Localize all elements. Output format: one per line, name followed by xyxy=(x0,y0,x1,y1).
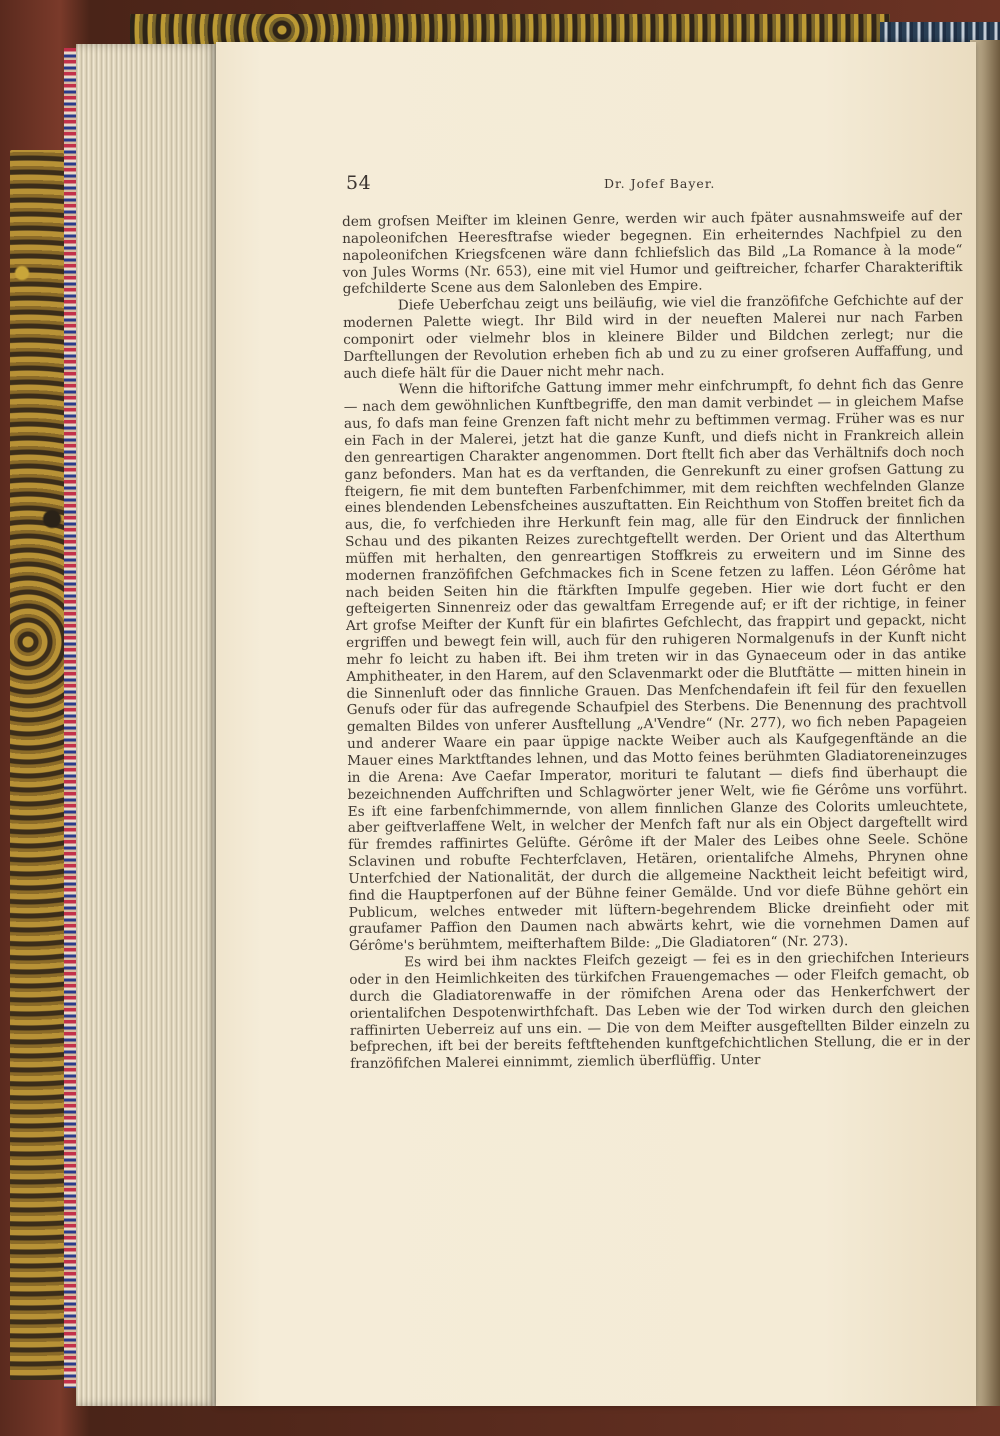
paragraph-1: dem grofsen Meifter im kleinen Genre, werden wir auch fpäter ausnahmsweife auf der napoleonifchen Heeresftrafse wieder begegnen. Ein erheiterndes Nachfpiel zu den napoleonifchen Kriegsfcenen wäre dann fchliefslich das Bild „La Romance à la mode“ von Jules Worms (Nr. 653), eine mit viel Humor und geiftreicher, fcharfer Charakteriftik gefchilderte Scene aus dem Salonleben des Empire. xyxy=(342,208,963,298)
paragraph-3: Wenn die hiftorifche Gattung immer mehr einfchrumpft, fo dehnt fich das Genre — nach dem gewöhnlichen Kunftbegriffe, den man damit verbindet — in gleichem Mafse aus, fo dafs man feine Grenzen faft nicht mehr zu beftimmen vermag. Früher was es nur ein Fach in der Malerei, jetzt hat die ganze Kunft, und diefs nicht in Frankreich allein den genreartigen Charakter angenommen. Dort ftellt fich aber das Verhältnifs doch noch ganz befonders. Man hat es da verftanden, die Genrekunft zu einer grofsen Gattung zu fteigern, fie mit dem bunteften Farbenfchimmer, mit dem reichften wechfelnden Glanze eines blendenden Lebensfcheines auszuftatten. Ein Reichthum von Stoffen breitet fich da aus, die, fo verfchieden ihre Herkunft fein mag, alle für den Eindruck der finnlichen Schau und des pikanten Reizes zurechtgeftellt werden. Der Orient und das Alterthum müffen mit herhalten, den genreartigen Stoffkreis zu erweitern und im Sinne des modernen franzöfifchen Gefchmackes fich in Scene fetzen zu laffen. Léon Gérôme hat nach beiden Seiten hin die ftärkften Impulfe gegeben. Hier wie dort fucht er den gefteigerten Sinnenreiz oder das gewaltfam Erregende auf; er ift der richtige, in feiner Art grofse Meifter der Kunft für ein blafirtes Gefchlecht, das frappirt und gepackt, nicht ergriffen und bewegt fein will, auch für den ruhigeren Normalgenufs in der Kunft nicht mehr fo leicht zu haben ift. Bei ihm treten wir in das Gynaeceum oder in das antike Amphitheater, in den Harem, auf den Sclavenmarkt oder die Blutftätte — mitten hinein in die Sinnenluft oder das finnliche Grauen. Das Menfchendafein ift feil für den fexuellen Genufs oder für das aufregende Schaufpiel des Sterbens. Die Benennung des prachtvoll gemalten Bildes von unferer Ausftellung „A'Vendre“ (Nr. 277), wo fich neben Papageien und anderer Waare ein paar üppige nackte Weiber auch als Kaufgegenftände an die Mauer eines Marktftandes lehnen, und das Motto feines berühmten Gladiatoreneinzuges in die Arena: Ave Caefar Imperator, morituri te falutant — diefs find überhaupt die bezeichnenden Auffchriften und Schlagwörter jener Welt, wie fie Gérôme uns vorführt. Es ift eine farbenfchimmernde, von allem finnlichen Glanze des Colorits umleuchtete, aber geiftverlaffene Welt, in welcher der Menfch faft nur als ein Object dargeftellt wird für fremdes raffinirtes Gelüfte. Gérôme ift der Maler des Leibes ohne Seele. Schöne Sclavinen und robufte Fechterfclaven, Hetären, orientalifche Almehs, Phrynen ohne Unterfchied der Nationalität, der durch die allgemeine Nacktheit leicht befeitigt wird, find die Hauptperfonen auf der Bühne feiner Gemälde. Und vor diefe Bühne gehört ein Publicum, welches entweder mit lüftern-begehrendem Blicke dreinfieht oder mit graufamer Paffion den Daumen nach abwärts kehrt, wie die vornehmen Damen auf Gérôme's berühmtem, meifterhaftem Bilde: „Die Gladiatoren“ (Nr. 273). xyxy=(343,376,969,955)
page-stack-edge xyxy=(76,44,218,1406)
paragraph-4: Es wird bei ihm nacktes Fleifch gezeigt — fei es in den griechifchen Interieurs oder in den Heimlichkeiten des türkifchen Frauengemaches — oder Fleifch gemacht, ob durch die Gladiatorenwaffe in der römifchen Arena oder das Henkerfchwert der orientalifchen Despotenwirthfchaft. Das Leben wie der Tod wirken durch den gleichen raffinirten Ueberreiz auf uns ein. — Die von dem Meifter ausgeftellten Bilder einzeln zu befprechen, ift bei der bereits feftftehenden kunftgefchichtlichen Stellung, die er in der franzöfifchen Malerei einnimmt, ziemlich überflüffig. Unter xyxy=(349,949,971,1073)
marbled-page-edge xyxy=(64,48,76,1388)
body-text xyxy=(342,208,970,1073)
page-number: 54 xyxy=(346,172,372,194)
paragraph-2: Diefe Ueberfchau zeigt uns beiläufig, wie viel die franzöfifche Gefchichte auf der modernen Palette wiegt. Ihr Bild wird in der neueften Malerei nur nach Farben componirt oder vielmehr blos in kleinere Bilder und Bildchen zerlegt; nur die Darftellungen der Revolution erheben fich ab und zu zu einer grofseren Auffaffung, und auch diefe hält für die Dauer nicht mehr nach. xyxy=(342,292,964,382)
running-head: Dr. Jofef Bayer. xyxy=(604,176,716,191)
page-header xyxy=(346,172,956,196)
marbled-endpaper xyxy=(10,150,70,1380)
